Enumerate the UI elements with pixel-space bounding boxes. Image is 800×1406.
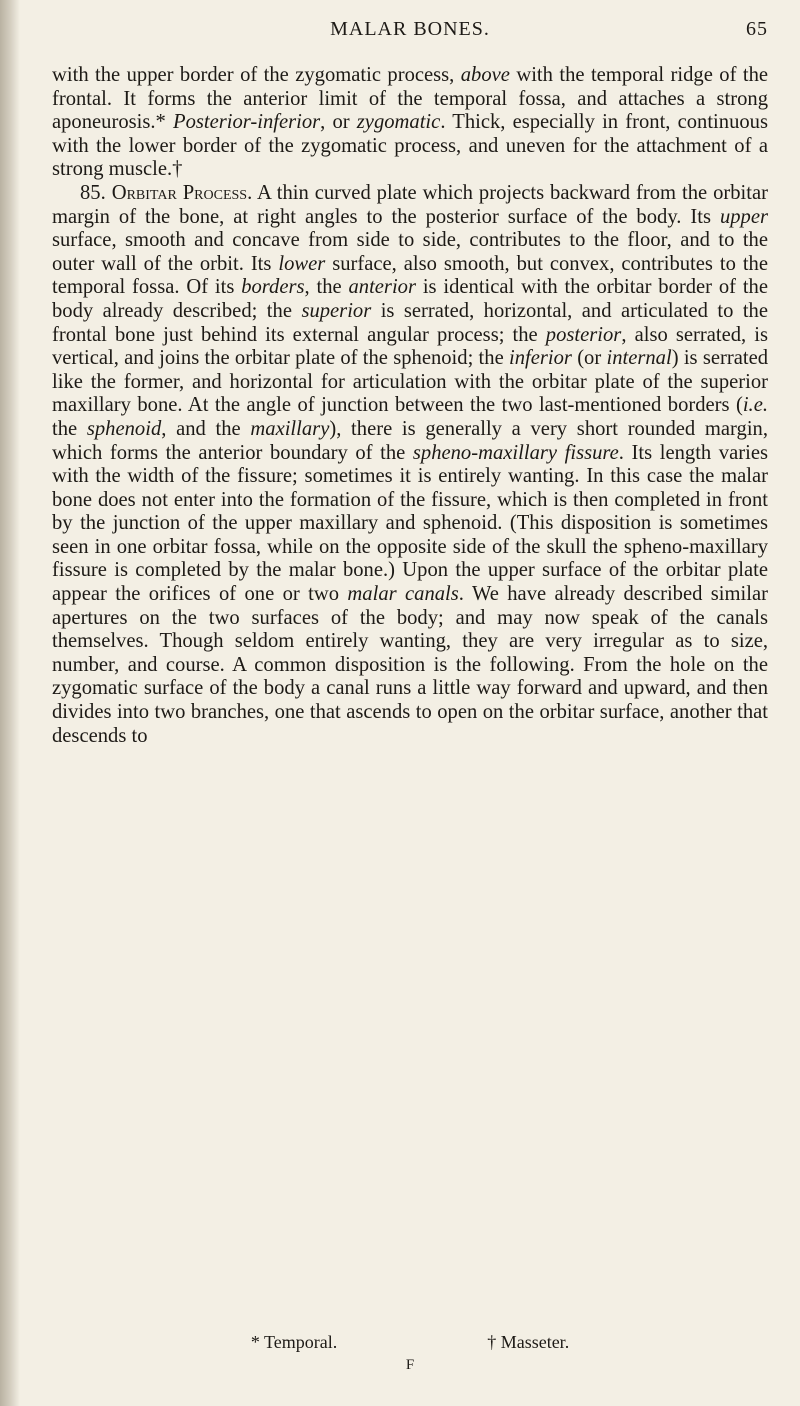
signature-mark: F [405, 1357, 415, 1373]
section-heading: Orbitar Process. [111, 181, 253, 204]
book-page [52, 12, 768, 1392]
paragraph-orbitar-process: 85. Orbitar Process. A thin curved plate which projects backward from the orbitar margin of the bone, at right angles to the posterior surface of the body. Its upper surface, smooth and concave from side to side, contributes to the floor, and to the outer wall of the orbit. Its lower surface, also smooth, but convex, contributes to the temporal fossa. Of its borders, the anterior is identical with the orbitar border of the body already described; the superior is serrated, horizontal, and articulated to the frontal bone just behind its external angular process; the posterior, also serrated, is vertical, and joins the orbitar plate of the sphenoid; the inferior (or internal) is serrated like the former, and horizontal for articulation with the orbitar plate of the superior maxillary bone. At the angle of junction between the two last-mentioned borders (i.e. the sphenoid, and the maxillary), there is generally a very short rounded margin, which forms the anterior boundary of the spheno-maxillary fissure. Its length varies with the width of the fissure; sometimes it is entirely wanting. In this case the malar bone does not enter into the formation of the fissure, which is then completed in front by the junction of the upper maxillary and sphenoid. (This disposition is sometimes seen in one orbitar fossa, while on the opposite side of the skull the spheno-maxillary fissure is completed by the malar bone.) Upon the upper surface of the orbitar plate appear the orifices of one or two malar canals. We have already described similar apertures on the two surfaces of the body; and may now speak of the canals themselves. Though seldom entirely wanting, they are very irregular as to size, number, and course. A common disposition is the following. From the hole on the zygomatic surface of the body a canal runs a little way forward and upward, and then divides into two branches, one that ascends to open on the orbitar surface, another that descends to [52, 181, 769, 747]
paragraph-continuation: with the upper border of the zygomatic process, above with the temporal ridge of the frontal. It forms the anterior limit of the temporal fossa, and attaches a strong aponeurosis.* Posterior-inferior, or zygomatic. Thick, especially in front, continuous with the lower border of the zygomatic process, and uneven for the attachment of a strong muscle.† [52, 64, 769, 181]
running-title: MALAR BONES. [330, 18, 490, 40]
footnote-temporal: * Temporal. [250, 1332, 338, 1352]
section-number: 85. [80, 181, 106, 204]
running-header [52, 12, 768, 52]
book-binding-edge [0, 0, 20, 1406]
footnote-masseter: † Masseter. [487, 1332, 570, 1352]
body-text [52, 64, 768, 748]
footnotes [52, 1332, 768, 1374]
page-number: 65 [746, 18, 768, 40]
